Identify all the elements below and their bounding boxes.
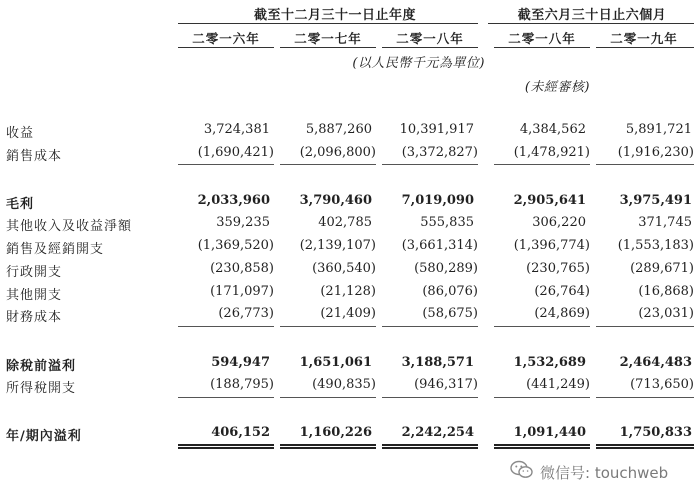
row-label-profit-before-tax: 除稅前溢利 [6,359,77,374]
table-cell: (3,372,827) [401,145,478,160]
table-cell: (580,289) [414,261,478,276]
unit-note: (以人民幣千元為單位) [352,56,485,71]
table-cell: 10,391,917 [399,122,474,137]
table-cell: 3,724,381 [203,122,270,137]
row-label-other-income: 其他收入及收益淨額 [6,219,133,234]
subtotal-rule [382,326,478,327]
table-cell: (26,773) [218,306,274,321]
row-label-admin-expenses: 行政開支 [6,265,63,280]
table-cell: 371,745 [638,215,692,230]
total-double-rule [382,444,478,449]
table-cell: (26,764) [534,284,590,299]
table-cell: 406,152 [211,425,270,440]
table-cell: (58,675) [422,306,478,321]
table-cell: (2,096,800) [299,145,376,160]
subtotal-rule [596,397,694,398]
header-year-group-rule [178,23,478,24]
row-label-finance-costs: 財務成本 [6,310,63,325]
col-header-2018-rule [382,47,478,48]
total-double-rule [494,444,590,449]
table-cell: 2,242,254 [401,425,474,440]
table-cell: (2,139,107) [299,238,376,253]
subtotal-rule [494,326,590,327]
table-cell: (188,795) [210,377,274,392]
table-cell: 402,785 [318,215,372,230]
table-cell: (24,869) [534,306,590,321]
table-cell: 1,750,833 [619,425,692,440]
total-double-rule [280,444,376,449]
subtotal-rule [280,326,376,327]
watermark [510,460,668,484]
wechat-icon [510,460,534,484]
table-cell: 1,532,689 [513,355,586,370]
table-cell: (1,396,774) [513,238,590,253]
row-label-profit-for-period: 年/期內溢利 [6,429,82,444]
total-double-rule [596,444,694,449]
table-cell: (1,553,183) [617,238,694,253]
col-header-2017-rule [280,47,376,48]
table-cell: (1,690,421) [197,145,274,160]
subtotal-rule [596,326,694,327]
row-label-selling-expenses: 銷售及經銷開支 [6,242,105,257]
table-cell: (230,765) [526,261,590,276]
subtotal-rule [178,397,274,398]
table-cell: 306,220 [532,215,586,230]
table-cell: 4,384,562 [519,122,586,137]
table-cell: (289,671) [630,261,694,276]
subtotal-rule [280,397,376,398]
table-cell: (1,369,520) [197,238,274,253]
watermark-text: 微信号: touchweb [540,463,669,482]
row-label-gross-profit: 毛利 [6,197,35,212]
header-six-month-group: 截至六月三十日止六個月 [517,8,667,23]
table-cell: (3,661,314) [401,238,478,253]
table-cell: 7,019,090 [401,193,474,208]
subtotal-rule [382,397,478,398]
table-cell: 2,905,641 [513,193,586,208]
col-header-2016-rule [178,47,274,48]
col-header-2018-h1-rule [494,47,590,48]
row-label-other-expenses: 其他開支 [6,288,63,303]
table-cell: (86,076) [422,284,478,299]
subtotal-rule [178,326,274,327]
subtotal-rule [494,164,590,165]
row-label-revenue: 收益 [6,126,35,141]
col-header-2019-h1-rule [596,47,694,48]
table-cell: 555,835 [420,215,474,230]
header-six-month-group-rule [488,23,694,24]
header-year-group: 截至十二月三十一日止年度 [253,8,416,23]
table-cell: 1,091,440 [513,425,586,440]
unaudited-note: (未經審核) [524,80,590,95]
table-cell: (16,868) [638,284,694,299]
table-cell: 1,651,061 [299,355,372,370]
subtotal-rule [178,164,274,165]
table-cell: (21,409) [320,306,376,321]
table-cell: (441,249) [526,377,590,392]
subtotal-rule [596,164,694,165]
table-cell: 1,160,226 [299,425,372,440]
table-cell: (1,478,921) [513,145,590,160]
subtotal-rule [382,164,478,165]
table-cell: 2,033,960 [197,193,270,208]
table-cell: (946,317) [414,377,478,392]
subtotal-rule [280,164,376,165]
table-cell: (360,540) [312,261,376,276]
table-cell: 5,891,721 [625,122,692,137]
table-cell: (23,031) [638,306,694,321]
table-cell: 3,188,571 [401,355,474,370]
table-cell: (171,097) [210,284,274,299]
row-label-income-tax: 所得稅開支 [6,381,77,396]
table-cell: 3,790,460 [299,193,372,208]
table-cell: 3,975,491 [619,193,692,208]
col-header-2016: 二零一六年 [192,31,260,46]
subtotal-rule [494,397,590,398]
table-cell: (713,650) [630,377,694,392]
table-cell: (490,835) [312,377,376,392]
table-cell: 594,947 [211,355,270,370]
total-double-rule [178,444,274,449]
col-header-2019-h1: 二零一九年 [610,31,678,46]
table-cell: (21,128) [320,284,376,299]
col-header-2018-h1: 二零一八年 [508,31,576,46]
table-cell: (1,916,230) [617,145,694,160]
col-header-2018: 二零一八年 [396,31,464,46]
table-cell: 5,887,260 [305,122,372,137]
table-cell: 359,235 [216,215,270,230]
table-cell: (230,858) [210,261,274,276]
table-cell: 2,464,483 [619,355,692,370]
col-header-2017: 二零一七年 [294,31,362,46]
row-label-cost-of-sales: 銷售成本 [6,149,63,164]
